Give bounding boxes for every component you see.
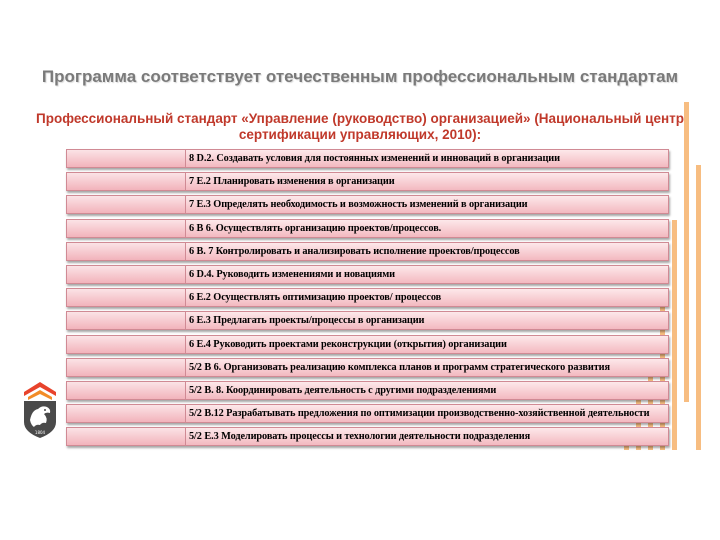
list-item — [66, 335, 669, 354]
logo-year: 1804 — [34, 430, 46, 435]
row-text: 5/2 Е.3 Моделировать процессы и технологии деятельности подразделения — [189, 431, 531, 443]
standards-list — [66, 149, 669, 450]
row-label-cell — [66, 265, 186, 284]
row-text-cell — [186, 242, 669, 261]
row-label-cell — [66, 195, 186, 214]
row-label-cell — [66, 242, 186, 261]
list-item — [66, 172, 669, 191]
row-text: 5/2 В.12 Разрабатывать предложения по оптимизации производственно-хозяйственной деятельности — [189, 408, 650, 420]
row-label-cell — [66, 358, 186, 377]
list-item — [66, 242, 669, 261]
row-label-cell — [66, 427, 186, 446]
row-text-cell — [186, 404, 669, 423]
list-item — [66, 358, 669, 377]
row-text-cell — [186, 288, 669, 307]
list-item — [66, 219, 669, 238]
row-label-cell — [66, 288, 186, 307]
list-item — [66, 288, 669, 307]
row-label-cell — [66, 404, 186, 423]
row-text: 6 В 6. Осуществлять организацию проектов/процессов. — [189, 222, 442, 234]
row-label-cell — [66, 335, 186, 354]
row-label-cell — [66, 381, 186, 400]
slide-title: Программа соответствует отечественным профессиональным стандартам — [41, 67, 679, 86]
row-text: 5/2 В 6. Организовать реализацию комплекса планов и программ стратегического развития — [189, 361, 610, 373]
row-label-cell — [66, 149, 186, 168]
row-text-cell — [186, 381, 669, 400]
row-text: 7 Е.3 Определять необходимость и возможность изменений в организации — [189, 199, 528, 211]
row-text-cell — [186, 195, 669, 214]
row-label-cell — [66, 172, 186, 191]
list-item — [66, 404, 669, 423]
list-item — [66, 149, 669, 168]
row-text-cell — [186, 427, 669, 446]
row-text-cell — [186, 265, 669, 284]
university-crest-icon — [20, 378, 60, 440]
row-text: 7 Е.2 Планировать изменения в организации — [189, 176, 395, 188]
row-text: 6 В. 7 Контролировать и анализировать исполнение проектов/процессов — [189, 245, 520, 257]
row-text: 6 Е.4 Руководить проектами реконструкции (открытия) организации — [189, 338, 507, 350]
list-item — [66, 265, 669, 284]
list-item — [66, 195, 669, 214]
list-item — [66, 381, 669, 400]
list-item — [66, 311, 669, 330]
row-text: 6 Е.2 Осуществлять оптимизацию проектов/ процессов — [189, 292, 442, 304]
slide-subtitle: Профессиональный стандарт «Управление (руководство) организацией» (Национальный центр сертификации управляющих, 2010): — [36, 111, 684, 142]
row-text-cell — [186, 219, 669, 238]
row-text: 6 D.4. Руководить изменениями и новациями — [189, 268, 396, 280]
row-label-cell — [66, 311, 186, 330]
row-text: 6 Е.3 Предлагать проекты/процессы в организации — [189, 315, 425, 327]
row-text-cell — [186, 311, 669, 330]
list-item — [66, 427, 669, 446]
row-text-cell — [186, 172, 669, 191]
row-text-cell — [186, 358, 669, 377]
row-text: 5/2 В. 8. Координировать деятельность с другими подразделениями — [189, 384, 497, 396]
row-text: 8 D.2. Создавать условия для постоянных изменений и инноваций в организации — [189, 153, 560, 164]
row-text-cell — [186, 335, 669, 354]
row-text-cell — [186, 149, 669, 168]
row-label-cell — [66, 219, 186, 238]
